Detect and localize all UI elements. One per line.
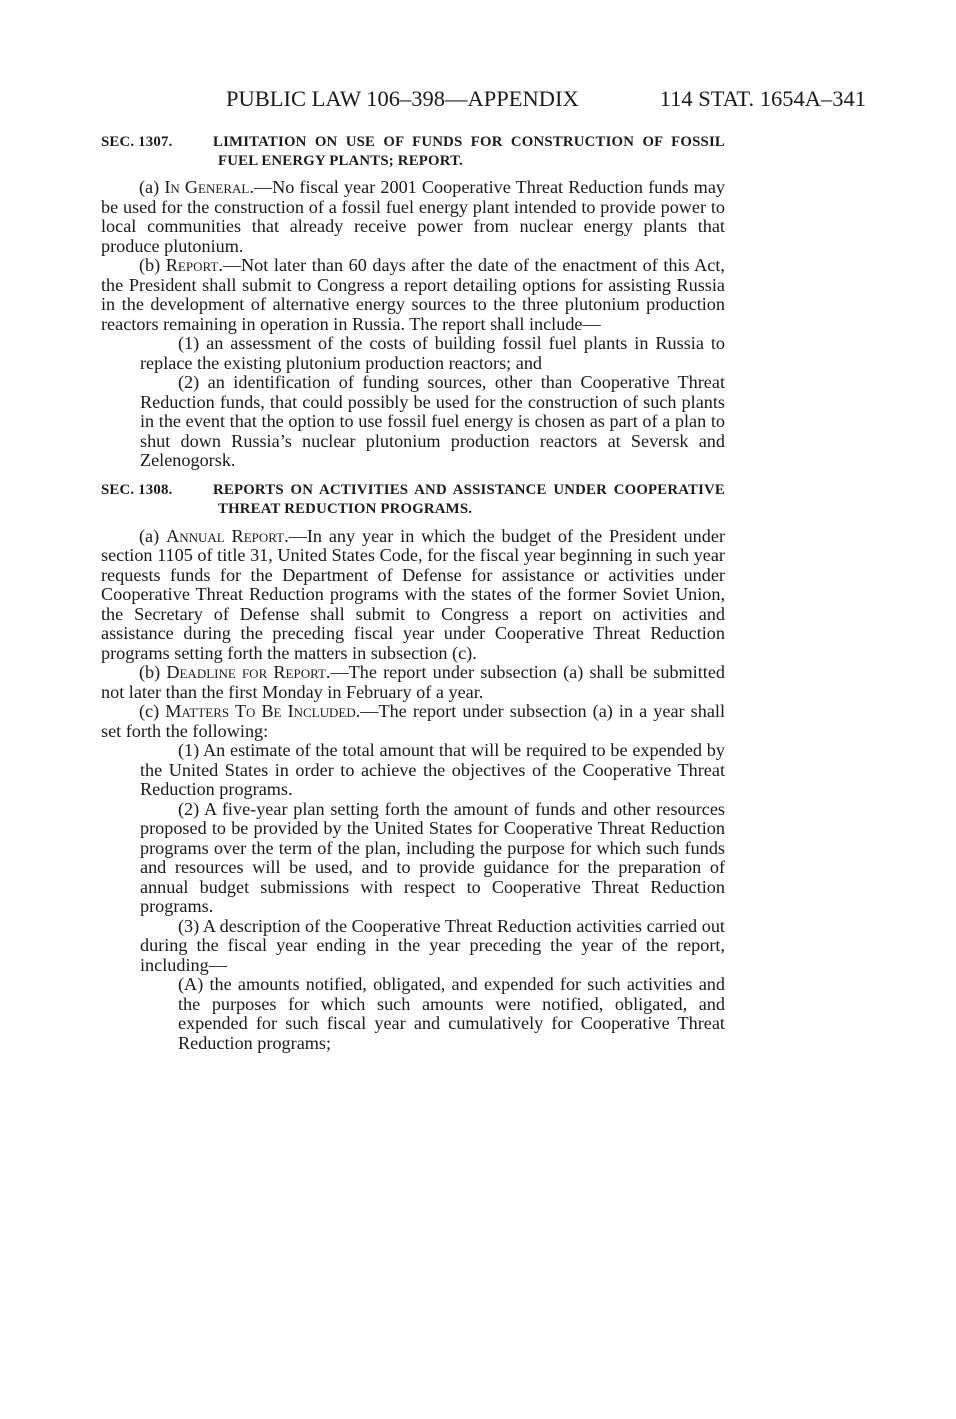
section-1307-title: LIMITATION ON USE OF FUNDS FOR CONSTRUCTION OF FOSSIL FUEL ENERGY PLANTS; REPORT.: [213, 134, 725, 169]
subsection-label: (b): [139, 662, 167, 682]
section-1308-subsection-a: [101, 527, 725, 664]
section-1307-paragraph-1: (1) an assessment of the costs of building fossil fuel plants in Russia to replace the existing plutonium production reactors; and: [140, 333, 725, 373]
section-1307-subsection-b: [101, 256, 725, 334]
subsection-heading: Matters To Be Included: [165, 701, 356, 721]
subsection-text: .—The report under subsection (a) in a year shall set forth the following:: [101, 701, 725, 741]
section-1307-number: SEC. 1307.: [101, 134, 173, 150]
section-1308-paragraph-3: (3) A description of the Cooperative Threat Reduction activities carried out during the fiscal year ending in the year preceding the year of the report, including—: [140, 915, 725, 975]
subsection-text: .—Not later than 60 days after the date of the enactment of this Act, the President shall submit to Congress a report detailing options for assisting Russia in the development of alternative energy sources to the three plutonium production reactors remaining in operation in Russia. The report shall include—: [101, 255, 725, 334]
section-1308-subsection-c: [101, 702, 725, 741]
section-1308-subsection-b: [101, 663, 725, 702]
section-1308-number: SEC. 1308.: [101, 481, 173, 498]
subsection-text: .—The report under subsection (a) shall be submitted not later than the first Monday in February of a year.: [101, 662, 725, 702]
subsection-label: (a): [139, 525, 167, 546]
section-1308-paragraph-2: (2) A five-year plan setting forth the amount of funds and other resources proposed to be provided by the United States for Cooperative Threat Reduction programs over the term of the plan, including the purpose for which such funds and resources will be used, and to provide guidance for the preparation of annual budget submissions with respect to Cooperative Threat Reduction programs.: [140, 798, 725, 916]
subsection-label: (a): [139, 177, 165, 197]
section-1307-paragraph-2: (2) an identification of funding sources, other than Cooperative Threat Reduction funds, that could possibly be used for the construction of such plants in the event that the option to use fossil fuel energy is chosen as part of a plan to shut down Russia’s nuclear plutonium production reactors at Seversk and Zelenogorsk.: [140, 372, 725, 470]
document-body: [101, 133, 725, 1053]
header-law-title: PUBLIC LAW 106–398—APPENDIX: [226, 86, 579, 111]
subsection-heading: Report: [165, 255, 219, 275]
header-stat-citation: 114 STAT. 1654A–341: [659, 86, 866, 111]
section-1307-subsection-a: [101, 178, 725, 256]
subsection-text: .—No fiscal year 2001 Cooperative Threat Reduction funds may be used for the construction of a fossil fuel energy plant intended to provide power to local communities that already receive power from nuclear energy plants that produce plutonium.: [101, 177, 725, 256]
section-1308-paragraph-1: (1) An estimate of the total amount that will be required to be expended by the United States in order to achieve the objectives of the Cooperative Threat Reduction programs.: [140, 740, 725, 799]
section-1308-subparagraph-a: (A) the amounts notified, obligated, and expended for such activities and the purposes for which such amounts were notified, obligated, and expended for such fiscal year and cumulatively for Cooperative Threat Reduction programs;: [178, 974, 725, 1053]
subsection-label: (b): [139, 255, 166, 275]
section-1307-heading: [101, 133, 725, 171]
subsection-heading: Deadline for Report: [166, 662, 326, 682]
section-1308-heading: [101, 481, 725, 519]
running-header: [226, 86, 866, 116]
subsection-label: (c): [139, 701, 166, 721]
section-1308-title: REPORTS ON ACTIVITIES AND ASSISTANCE UNDER COOPERATIVE THREAT REDUCTION PROGRAMS.: [213, 481, 725, 517]
subsection-heading: Annual Report: [166, 525, 285, 546]
subsection-heading: In General: [164, 177, 250, 197]
subsection-text: .—In any year in which the budget of the President under section 1105 of title 31, United States Code, for the fiscal year beginning in such year requests funds for the Department of Defense for assistance or activities under Cooperative Threat Reduction programs with the states of the former Soviet Union, the Secretary of Defense shall submit to Congress a report on activities and assistance during the preceding fiscal year under Cooperative Threat Reduction programs setting forth the matters in subsection (c).: [101, 525, 726, 663]
